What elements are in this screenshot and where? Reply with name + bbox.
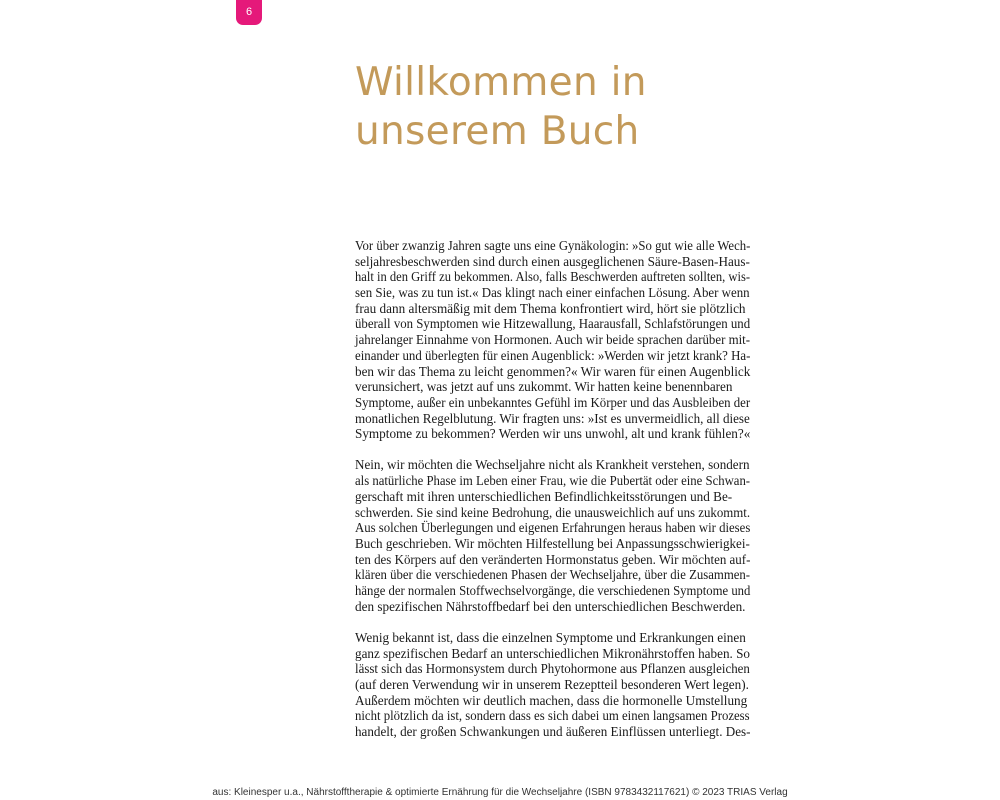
text-line: Nein, wir möchten die Wechseljahre nicht als Krankheit verstehen, sondern <box>355 457 750 473</box>
text-line: seljahresbeschwerden sind durch einen ausgeglichenen Säure-Basen-Haus- <box>355 253 750 269</box>
paragraph <box>355 630 750 740</box>
text-line: gerschaft mit ihren unterschiedlichen Befindlichkeitsstörungen und Be- <box>355 488 733 504</box>
text-line: hänge der normalen Stoffwechselvorgänge, die verschiedenen Symptome und <box>355 582 751 598</box>
text-line: frau dann altersmäßig mit dem Thema konfrontiert wird, hört sie plötzlich <box>355 300 746 316</box>
text-line: monatlichen Regelblutung. Wir fragten uns: »Ist es unvermeidlich, all diese <box>355 410 750 426</box>
text-line: einander und überlegten für einen Augenblick: »Werden wir jetzt krank? Ha- <box>355 347 751 363</box>
text-line: halt in den Griff zu bekommen. Also, falls Beschwerden auftreten sollten, wis- <box>355 269 751 285</box>
text-line: als natürliche Phase im Leben einer Frau, wie die Pubertät oder eine Schwan- <box>355 473 751 489</box>
text-line: (auf deren Verwendung wir in unserem Rezeptteil besonderen Wert legen). <box>355 676 749 692</box>
text-line: Buch geschrieben. Wir möchten Hilfestellung bei Anpassungsschwierigkei- <box>355 535 750 551</box>
text-line: den spezifischen Nährstoffbedarf bei den unterschiedlichen Beschwerden. <box>355 598 746 614</box>
text-line: ten des Körpers auf den veränderten Hormonstatus geben. Wir möchten auf- <box>355 551 751 567</box>
text-line: Außerdem möchten wir deutlich machen, dass die hormonelle Umstellung <box>355 692 748 708</box>
text-line: Aus solchen Überlegungen und eigenen Erfahrungen heraus haben wir dieses <box>355 520 751 536</box>
paragraph <box>355 238 750 442</box>
page-number: 6 <box>245 6 253 18</box>
page-number-badge <box>236 0 262 25</box>
paragraph <box>355 457 750 614</box>
text-line: nicht plötzlich da ist, sondern dass es sich dabei um einen langsamen Prozess <box>355 708 750 724</box>
text-line: ben wir das Thema zu leicht genommen?« Wir waren für einen Augenblick <box>355 363 751 379</box>
text-line: Vor über zwanzig Jahren sagte uns eine Gynäkologin: »So gut wie alle Wech- <box>355 238 751 253</box>
text-line: verunsichert, was jetzt auf uns zukommt. Wir hatten keine benennbaren <box>355 379 733 395</box>
text-line: jahrelanger Einnahme von Hormonen. Auch wir beide sprachen darüber mit- <box>355 332 751 348</box>
page-title-line-2: unserem Buch <box>355 109 640 154</box>
text-line: Symptome, außer ein unbekanntes Gefühl im Körper und das Ausbleiben der <box>355 394 751 410</box>
text-line: klären über die verschiedenen Phasen der Wechseljahre, über die Zusammen- <box>355 567 751 583</box>
text-line: handelt, der großen Schwankungen und äußeren Einflüssen unterliegt. Des- <box>355 723 751 739</box>
text-line: schwerden. Sie sind keine Bedrohung, die unausweichlich auf uns zukommt. <box>355 504 751 520</box>
text-line: lässt sich das Hormonsystem durch Phytohormone aus Pflanzen ausgleichen <box>355 661 750 677</box>
text-line: sen Sie, was zu tun ist.« Das klingt nach einer einfachen Lösung. Aber wenn <box>355 285 750 301</box>
citation-footer: aus: Kleinesper u.a., Nährstofftherapie & optimierte Ernährung für die Wechseljahre (ISBN 9783432117621) © 2023 TRIAS Verlag <box>212 787 788 798</box>
text-line: überall von Symptomen wie Hitzewallung, Haarausfall, Schlafstörungen und <box>355 316 751 332</box>
page-title <box>355 58 647 156</box>
text-line: Wenig bekannt ist, dass die einzelnen Symptome und Erkrankungen einen <box>355 629 746 645</box>
page-title-line-1: Willkommen in <box>355 60 647 105</box>
text-line: ganz spezifischen Bedarf an unterschiedlichen Mikronährstoffen haben. So <box>355 645 750 661</box>
body-text <box>355 238 750 755</box>
text-line: Symptome zu bekommen? Werden wir uns unwohl, alt und krank fühlen?« <box>355 426 751 442</box>
